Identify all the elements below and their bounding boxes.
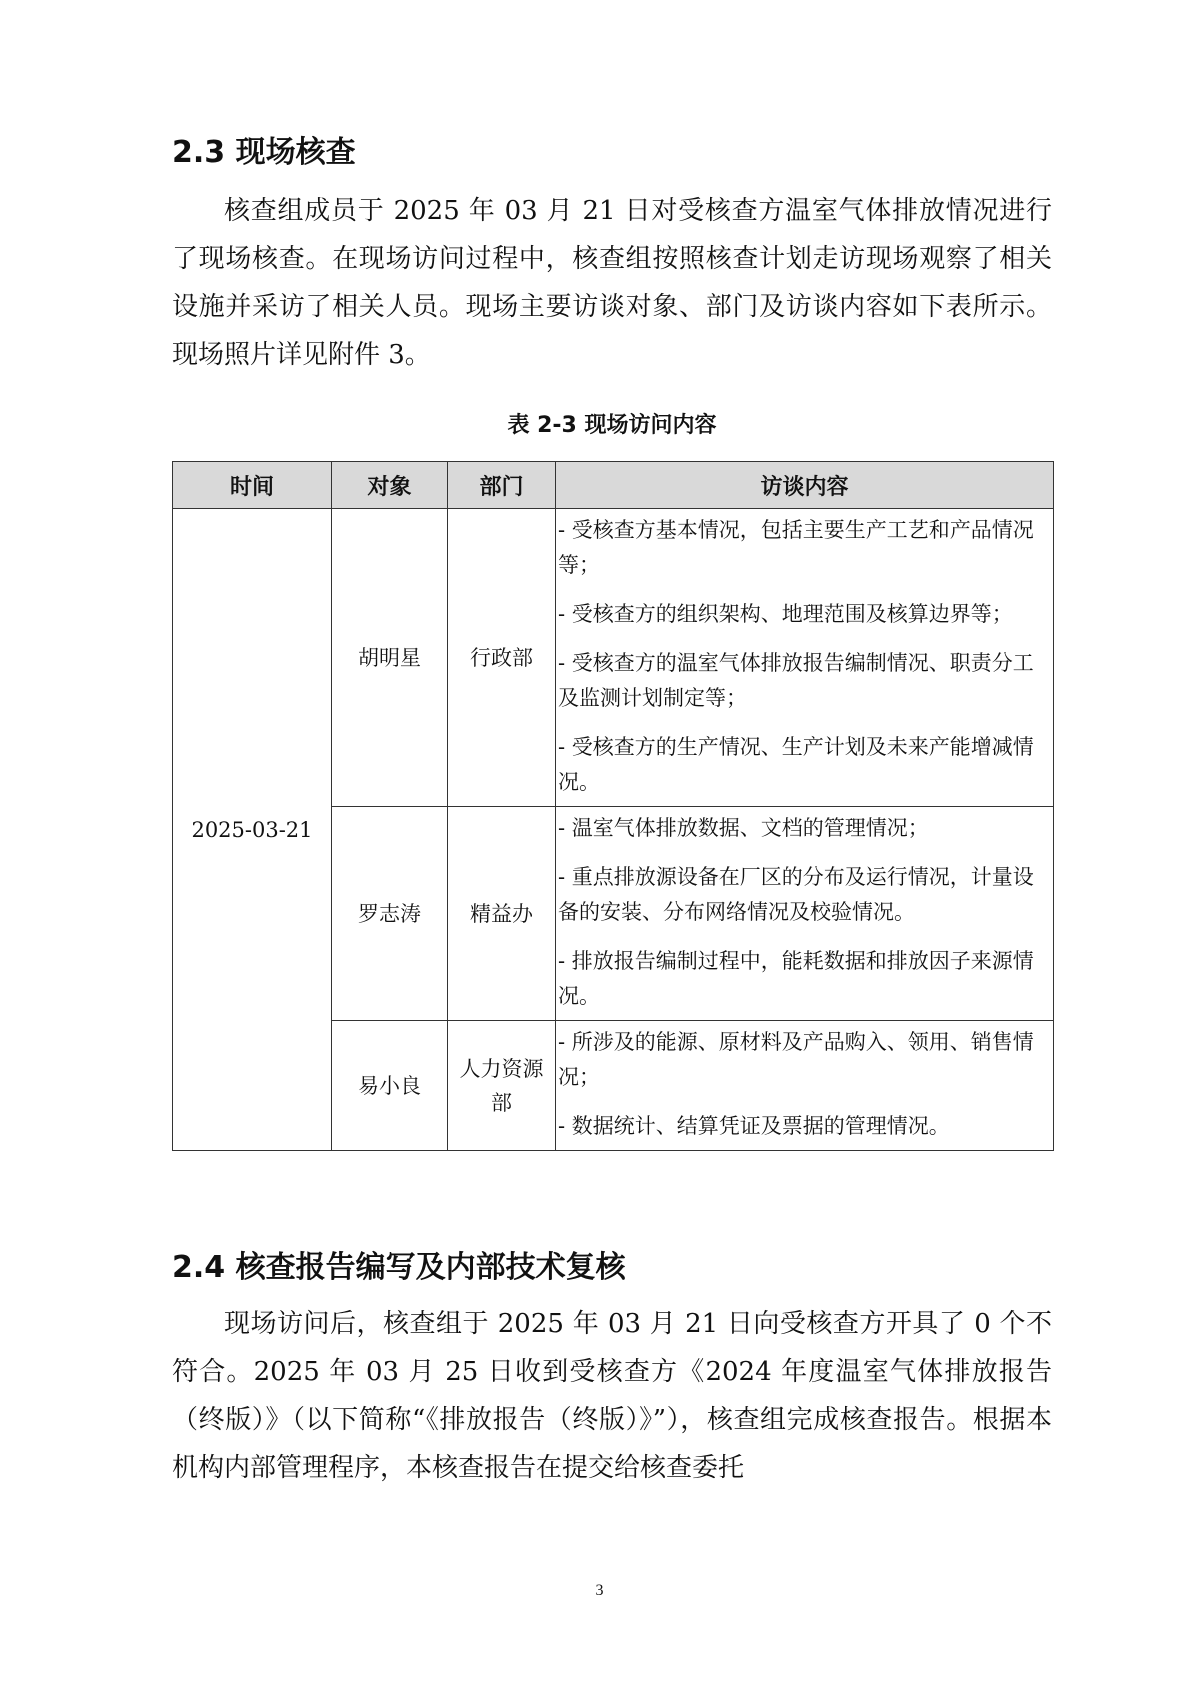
list-item: - 受核查方的温室气体排放报告编制情况、职责分工及监测计划制定等； [558,651,1034,710]
header-person: 对象 [332,462,448,509]
list-item: - 排放报告编制过程中，能耗数据和排放因子来源情况。 [558,949,1034,1008]
content-cell [556,1021,1054,1151]
list-item: - 受核查方的生产情况、生产计划及未来产能增减情况。 [558,735,1034,794]
interview-table [172,461,1054,1151]
list-item: - 温室气体排放数据、文档的管理情况； [558,816,929,840]
department-cell: 人力资源部 [448,1021,556,1151]
table-caption: 表 2-3 现场访问内容 [507,413,717,438]
person-cell: 胡明星 [332,509,448,807]
date-cell: 2025-03-21 [173,509,332,1151]
header-department: 部门 [448,462,556,509]
table-header-row [173,462,1054,509]
list-item: - 重点排放源设备在厂区的分布及运行情况，计量设备的安装、分布网络情况及校验情况。 [558,865,1034,924]
list-item: - 所涉及的能源、原材料及产品购入、领用、销售情况； [558,1030,1034,1089]
header-content: 访谈内容 [556,462,1054,509]
department-cell: 精益办 [448,807,556,1021]
list-item: - 受核查方的组织架构、地理范围及核算边界等； [558,602,1013,626]
list-item: - 受核查方基本情况，包括主要生产工艺和产品情况等； [558,518,1034,577]
section-2-4-paragraph: 现场访问后，核查组于 2025 年 03 月 21 日向受核查方开具了 0 个不符合。2025 年 03 月 25 日收到受核查方《2024 年度温室气体排放报告（终版）》（以下简称“《排放报告（终版）》”），核查组完成核查报告。根据本机构内部管理程序，本核查报告在提交给核查委托 [172,1309,1052,1483]
page-number: 3 [595,1582,604,1599]
person-cell: 易小良 [332,1021,448,1151]
list-item: - 数据统计、结算凭证及票据的管理情况。 [558,1114,950,1138]
content-cell [556,807,1054,1021]
table-row [173,509,1054,807]
person-cell: 罗志涛 [332,807,448,1021]
department-cell: 行政部 [448,509,556,807]
section-2-3-paragraph: 核查组成员于 2025 年 03 月 21 日对受核查方温室气体排放情况进行了现场核查。在现场访问过程中，核查组按照核查计划走访现场观察了相关设施并采访了相关人员。现场主要访谈对象、部门及访谈内容如下表所示。现场照片详见附件 3。 [172,196,1052,370]
content-cell [556,509,1054,807]
section-heading-2-4: 2.4 核查报告编写及内部技术复核 [172,1250,626,1285]
section-heading-2-3: 2.3 现场核查 [172,135,356,170]
header-time: 时间 [173,462,332,509]
